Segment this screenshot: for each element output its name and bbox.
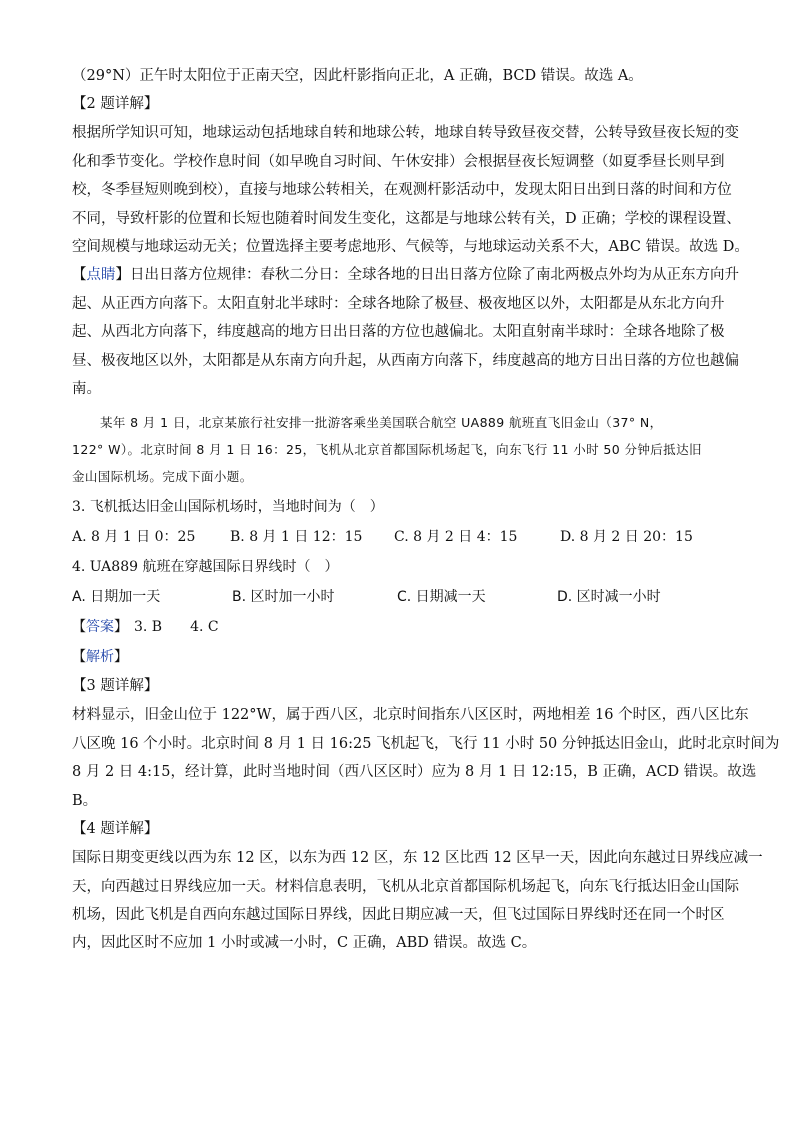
q3-options <box>72 522 722 552</box>
q4d-line-4: 内，因此区时不应加 1 小时或减一小时，C 正确，ABD 错误。故选 C。 <box>72 935 537 952</box>
q4d-line-3: 机场，因此飞机是自西向东越过国际日界线，因此日期应减一天，但飞过国际日界线时还在同一个时区 <box>72 906 725 923</box>
q4-options <box>72 582 722 612</box>
q2-line-5: 空间规模与地球运动无关；位置选择主要考虑地形、气候等，与地球运动关系不大，ABC 错误。故选 D。 <box>72 239 749 256</box>
q3-option-d: D. 8 月 2 日 20：15 <box>560 529 693 546</box>
bracket-close: 】 <box>115 267 130 284</box>
q3-detail-header: 【3 题详解】 <box>72 678 159 695</box>
q1-conclusion-line: （29°N）正午时太阳位于正南天空，因此杆影指向正北，A 正确，BCD 错误。故选 A。 <box>72 68 643 84</box>
q3-detail-body <box>72 701 780 815</box>
q3d-line-1: 材料显示，旧金山位于 122°W，属于西八区，北京时间指东八区区时，两地相差 16 个时区，西八区比东 <box>72 707 749 724</box>
q4-option-b: B. 区时加一小时 <box>232 589 335 606</box>
q3d-line-4: B。 <box>72 792 98 809</box>
bracket-open: 【 <box>72 649 86 666</box>
q3-option-b: B. 8 月 1 日 12：15 <box>230 529 363 546</box>
material-line-1: 某年 8 月 1 日，北京某旅行社安排一批游客乘坐美国联合航空 UA889 航班直飞旧金山（37° N， <box>100 415 663 431</box>
q2-line-1: 根据所学知识可知，地球运动包括地球自转和地球公转，地球自转导致昼夜交替，公转导致昼夜长短的变 <box>72 125 739 142</box>
analysis-tag: 解析 <box>86 649 114 666</box>
q2-detail-header: 【2 题详解】 <box>72 96 159 113</box>
dianjing-line-5: 南。 <box>72 381 101 398</box>
q4-detail-body <box>72 844 763 958</box>
q2-detail-body <box>72 119 749 261</box>
bracket-close: 】 <box>114 649 128 666</box>
analysis-header <box>72 642 722 672</box>
q4d-line-2: 天，向西越过日界线应加一天。材料信息表明，飞机从北京首都国际机场起飞，向东飞行抵达旧金山国际 <box>72 878 739 895</box>
material-line-2: 122° W）。北京时间 8 月 1 日 16：25，飞机从北京首都国际机场起飞，向东飞行 11 小时 50 分钟后抵达旧 <box>72 442 702 458</box>
q2-line-2: 化和季节变化。学校作息时间（如早晚自习时间、午休安排）会根据昼夜长短调整（如夏季昼长则早到 <box>72 153 725 170</box>
bracket-open: 【 <box>72 267 87 284</box>
bracket-close: 】 <box>114 619 128 636</box>
q2-line-4: 不同，导致杆影的位置和长短也随着时间发生变化，这都是与地球公转有关，D 正确；学校的课程设置、 <box>72 210 741 227</box>
q2-line-3: 校，冬季昼短则晚到校），直接与地球公转相关，在观测杆影活动中，发现太阳日出到日落的时间和方位 <box>72 182 732 199</box>
q4d-line-1: 国际日期变更线以西为东 12 区，以东为西 12 区，东 12 区比西 12 区早一天，因此向东越过日界线应减一 <box>72 850 763 867</box>
document-content <box>72 62 780 958</box>
dianjing-line-2: 起、从正西方向落下。太阳直射北半球时：全球各地除了极昼、极夜地区以外，太阳都是从东北方向升 <box>72 295 725 312</box>
dianjing-first-line <box>72 261 739 289</box>
dianjing-first-text: 日出日落方位规律：春秋二分日：全球各地的日出日落方位除了南北两极点外均为从正东方向升 <box>130 267 739 284</box>
answer-line <box>72 612 722 642</box>
q4-stem: 4. UA889 航班在穿越国际日界线时（ ） <box>72 559 339 576</box>
q4-option-d: D. 区时减一小时 <box>557 589 661 606</box>
material-line-3: 金山国际机场。完成下面小题。 <box>72 469 253 485</box>
dianjing-line-3: 起、从西北方向落下，纬度越高的地方日出日落的方位也越偏北。太阳直射南半球时：全球各地除了极 <box>72 324 725 341</box>
material-passage <box>72 409 722 490</box>
q4-detail-header: 【4 题详解】 <box>72 821 159 838</box>
answer-value: 3. B 4. C <box>134 619 219 636</box>
q4-option-a: A. 日期加一天 <box>72 589 161 606</box>
dianjing-line-4: 昼、极夜地区以外，太阳都是从东南方向升起，从西南方向落下，纬度越高的地方日出日落的方位也越偏 <box>72 352 739 369</box>
q3-option-a: A. 8 月 1 日 0：25 <box>72 529 196 546</box>
bracket-open: 【 <box>72 619 86 636</box>
q3-option-c: C. 8 月 2 日 4：15 <box>394 529 518 546</box>
q3d-line-3: 8 月 2 日 4:15，经计算，此时当地时间（西八区区时）应为 8 月 1 日 12:15，B 正确，ACD 错误。故选 <box>72 764 757 781</box>
dianjing-tag: 点睛 <box>86 267 116 284</box>
q3d-line-2: 八区晚 16 个小时。北京时间 8 月 1 日 16:25 飞机起飞，飞行 11 小时 50 分钟抵达旧金山，此时北京时间为 <box>72 735 780 752</box>
q4-option-c: C. 日期减一天 <box>397 589 486 606</box>
q3-stem: 3. 飞机抵达旧金山国际机场时，当地时间为（ ） <box>72 499 384 516</box>
answer-tag: 答案 <box>86 619 114 636</box>
dianjing-section <box>72 261 739 403</box>
